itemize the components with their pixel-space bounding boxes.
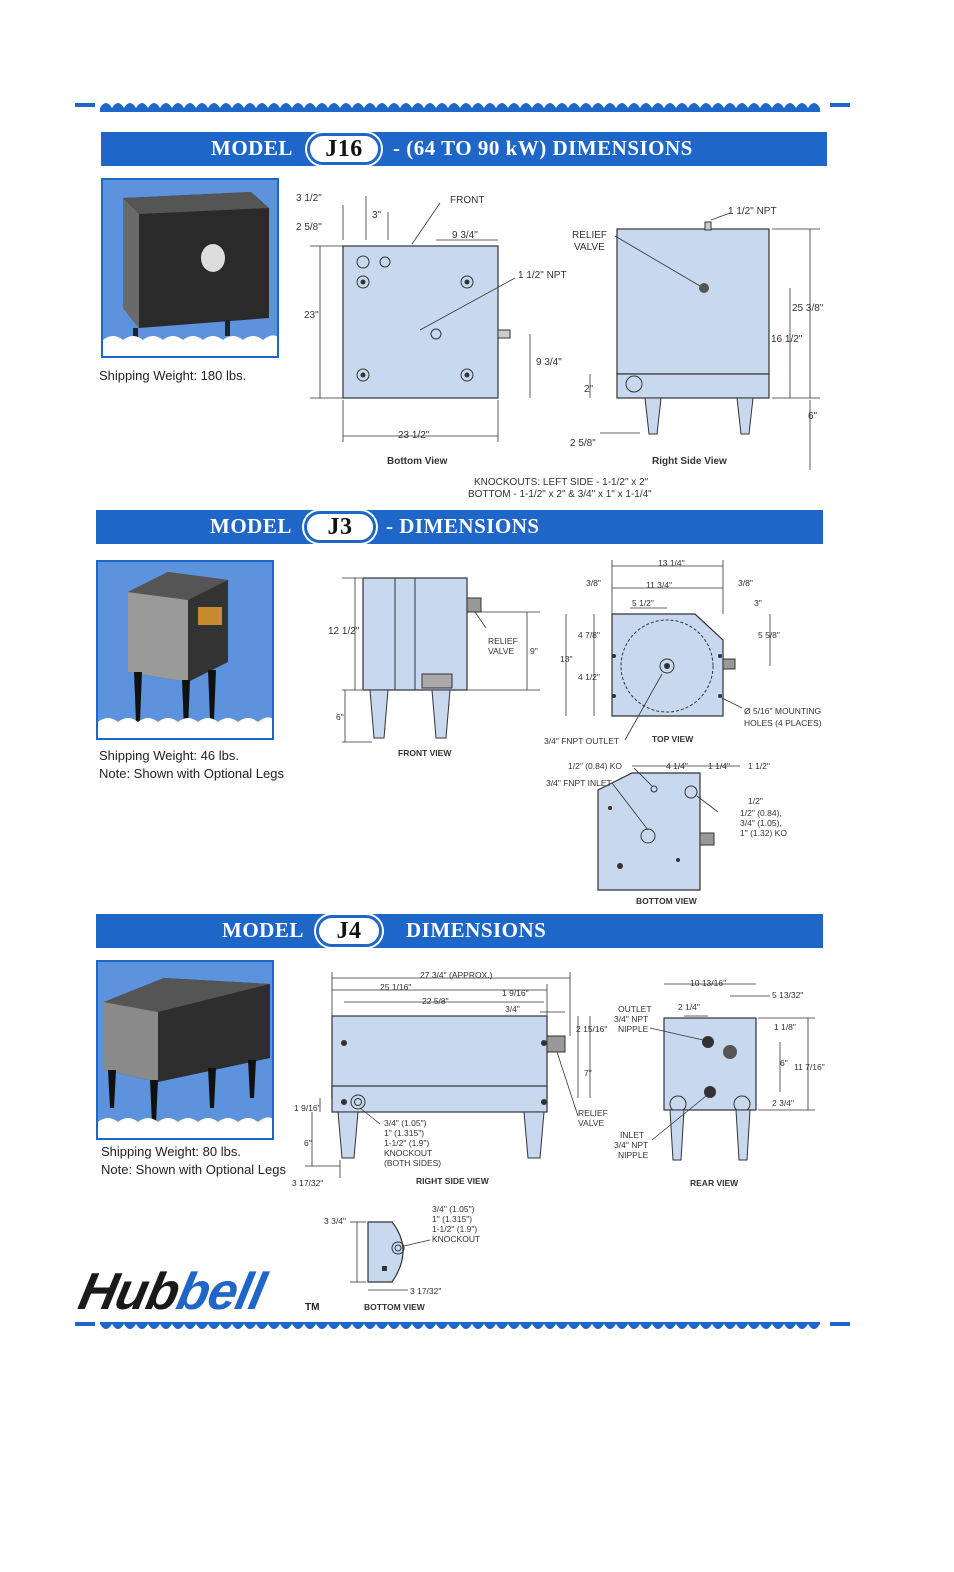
- j4-dim-1-9-16-top: 1 9/16": [502, 988, 529, 998]
- j4-dim-25-1-16: 25 1/16": [380, 982, 412, 992]
- j3-dim-5-5-8: 5 5/8": [758, 630, 780, 640]
- j3-shipping-weight: Shipping Weight: 46 lbs.: [99, 748, 239, 763]
- j16-dim-9-3-4-top: 9 3/4": [452, 230, 478, 241]
- j4-dim-3-3-4: 3 3/4": [324, 1216, 346, 1226]
- j4-dim-1-1-8: 1 1/8": [774, 1022, 796, 1032]
- j3-dim-6: 6": [336, 712, 344, 722]
- j16-banner-title: - (64 TO 90 kW) DIMENSIONS: [393, 136, 693, 160]
- hubbell-logo-part2: bell: [171, 1263, 270, 1321]
- j16-top-npt-label: 1 1/2" NPT: [728, 206, 777, 217]
- j3-valve-label: VALVE: [488, 646, 515, 656]
- j3-dim-4-7-8: 4 7/8": [578, 630, 600, 640]
- j3-ko-list-1: 1/2" (0.84),: [740, 808, 782, 818]
- hubbell-trademark: TM: [305, 1302, 320, 1313]
- j3-dim-3: 3": [754, 598, 762, 608]
- j3-relief-label: RELIEF: [488, 636, 518, 646]
- j16-dim-9-3-4-side: 9 3/4": [536, 357, 562, 368]
- j4-dim-5-13-32: 5 13/32": [772, 990, 804, 1000]
- j4-valve-label: VALVE: [578, 1118, 605, 1128]
- j16-npt-label: 1 1/2" NPT: [518, 270, 567, 281]
- j4-ko-1: 3/4" (1.05"): [384, 1118, 427, 1128]
- j3-dim-1-1-4: 1 1/4": [708, 761, 730, 771]
- j4-dim-2-3-4: 2 3/4": [772, 1098, 794, 1108]
- j4-inlet-3: NIPPLE: [618, 1150, 649, 1160]
- j4-ko-4: KNOCKOUT: [384, 1148, 433, 1158]
- j3-banner-title: - DIMENSIONS: [386, 514, 540, 538]
- j16-dim-2-5-8-leg: 2 5/8": [570, 438, 596, 449]
- j4-inlet-2: 3/4" NPT: [614, 1140, 649, 1150]
- j16-dim-2: 2": [584, 384, 594, 395]
- j3-note: Note: Shown with Optional Legs: [99, 766, 284, 781]
- j4-outlet-3: NIPPLE: [618, 1024, 649, 1034]
- j3-dim-11-3-4: 11 3/4": [646, 580, 673, 590]
- j4-ko-5: (BOTH SIDES): [384, 1158, 442, 1168]
- j16-dim-23-1-2: 23 1/2": [398, 430, 430, 441]
- bottom-wave-border: [75, 1318, 850, 1338]
- j3-ko-1-2: 1/2" (0.84) KO: [568, 761, 623, 771]
- j4-dim-1-9-16-side: 1 9/16": [294, 1103, 321, 1113]
- j3-mounting-label: Ø 5/16" MOUNTING: [744, 706, 822, 716]
- j16-knockouts-line2: BOTTOM - 1-1/2" x 2" & 3/4" x 1" x 1-1/4": [468, 489, 652, 500]
- j16-right-view-title: Right Side View: [652, 456, 727, 467]
- j4-outlet-1: OUTLET: [618, 1004, 652, 1014]
- j3-dim-13-1-4: 13 1/4": [658, 558, 685, 568]
- j16-dim-6: 6": [808, 411, 818, 422]
- j4-bottom-view-title: BOTTOM VIEW: [364, 1302, 425, 1312]
- j3-outlet-label: 3/4" FNPT OUTLET: [544, 736, 620, 746]
- j3-top-view-title: TOP VIEW: [652, 734, 694, 744]
- j4-inlet-1: INLET: [620, 1130, 645, 1140]
- j4-dim-7: 7": [584, 1068, 592, 1078]
- j3-dim-3-8-right: 3/8": [738, 578, 753, 588]
- j16-dim-3-1-2: 3 1/2": [296, 193, 322, 204]
- j16-model-word: MODEL: [211, 136, 293, 160]
- hubbell-logo-part1: Hub: [73, 1263, 185, 1321]
- j3-dim-4-1-4: 4 1/4": [666, 761, 688, 771]
- j4-outlet-2: 3/4" NPT: [614, 1014, 649, 1024]
- j16-bottom-view-title: Bottom View: [387, 456, 448, 467]
- j16-relief-label: RELIEF: [572, 230, 608, 241]
- j3-dim-1-1-2: 1 1/2": [748, 761, 770, 771]
- j3-model-badge: J3: [304, 511, 376, 543]
- j16-valve-label: VALVE: [574, 242, 605, 253]
- j4-dim-6: 6": [304, 1138, 312, 1148]
- j16-model-badge: J16: [307, 133, 381, 165]
- j3-bottom-view-title: BOTTOM VIEW: [636, 896, 697, 906]
- j3-ko-list-3: 1" (1.32) KO: [740, 828, 787, 838]
- j16-dim-23: 23": [304, 310, 319, 321]
- j16-knockouts-line1: KNOCKOUTS: LEFT SIDE - 1-1/2" x 2": [474, 477, 649, 488]
- j4-model-badge: J4: [316, 915, 382, 947]
- j4-note: Note: Shown with Optional Legs: [101, 1162, 286, 1177]
- j4-ko-3: 1-1/2" (1.9"): [384, 1138, 430, 1148]
- j4-dim-3-17-32: 3 17/32": [292, 1178, 324, 1188]
- j4-bottom-ko-1: 3/4" (1.05"): [432, 1204, 475, 1214]
- j4-bottom-ko-2: 1" (1.315"): [432, 1214, 473, 1224]
- j4-dim-3-4: 3/4": [505, 1004, 520, 1014]
- hubbell-logo: [74, 1262, 270, 1322]
- j4-model-word: MODEL: [222, 918, 304, 942]
- j3-dim-1-2: 1/2": [748, 796, 763, 806]
- j16-dim-3: 3": [372, 210, 382, 221]
- j4-ko-2: 1" (1.315"): [384, 1128, 425, 1138]
- j4-bottom-ko-4: KNOCKOUT: [432, 1234, 481, 1244]
- j4-shipping-weight: Shipping Weight: 80 lbs.: [101, 1144, 241, 1159]
- j3-mounting-holes: HOLES (4 PLACES): [744, 718, 822, 728]
- j3-dim-3-8-left: 3/8": [586, 578, 601, 588]
- j3-ko-list-2: 3/4" (1.05),: [740, 818, 782, 828]
- j4-dim-2-15-16: 2 15/16": [576, 1024, 608, 1034]
- j16-front-label: FRONT: [450, 195, 485, 206]
- j3-dim-4-1-2: 4 1/2": [578, 672, 600, 682]
- j4-dim-3-17-32-bottom: 3 17/32": [410, 1286, 442, 1296]
- j4-dim-10-13-16: 10 13/16": [690, 978, 727, 988]
- j16-dim-16-1-2: 16 1/2": [771, 334, 803, 345]
- j4-dim-2-1-4: 2 1/4": [678, 1002, 700, 1012]
- j4-relief-label: RELIEF: [578, 1108, 608, 1118]
- j4-dim-6-rear: 6": [780, 1058, 788, 1068]
- j4-dim-22-5-8: 22 5/8": [422, 996, 449, 1006]
- j3-dim-5-1-2: 5 1/2": [632, 598, 654, 608]
- j3-front-view-title: FRONT VIEW: [398, 748, 452, 758]
- j4-dim-27-3-4: 27 3/4" (APPROX.): [420, 970, 493, 980]
- j4-bottom-ko-3: 1-1/2" (1.9"): [432, 1224, 478, 1234]
- j4-right-view-title: RIGHT SIDE VIEW: [416, 1176, 489, 1186]
- j16-shipping-weight: Shipping Weight: 180 lbs.: [99, 368, 247, 383]
- j3-model-word: MODEL: [210, 514, 292, 538]
- j3-dim-9: 9": [530, 646, 538, 656]
- j3-dim-13: 13": [560, 654, 573, 664]
- j4-dim-11-7-16: 11 7/16": [794, 1062, 825, 1072]
- j4-banner-title: DIMENSIONS: [406, 918, 547, 942]
- j4-rear-view-title: REAR VIEW: [690, 1178, 739, 1188]
- j16-dim-2-5-8: 2 5/8": [296, 222, 322, 233]
- j16-dim-25-3-8: 25 3/8": [792, 303, 824, 314]
- j3-inlet-label: 3/4" FNPT INLET: [546, 778, 612, 788]
- j3-dim-12-1-2: 12 1/2": [328, 626, 360, 637]
